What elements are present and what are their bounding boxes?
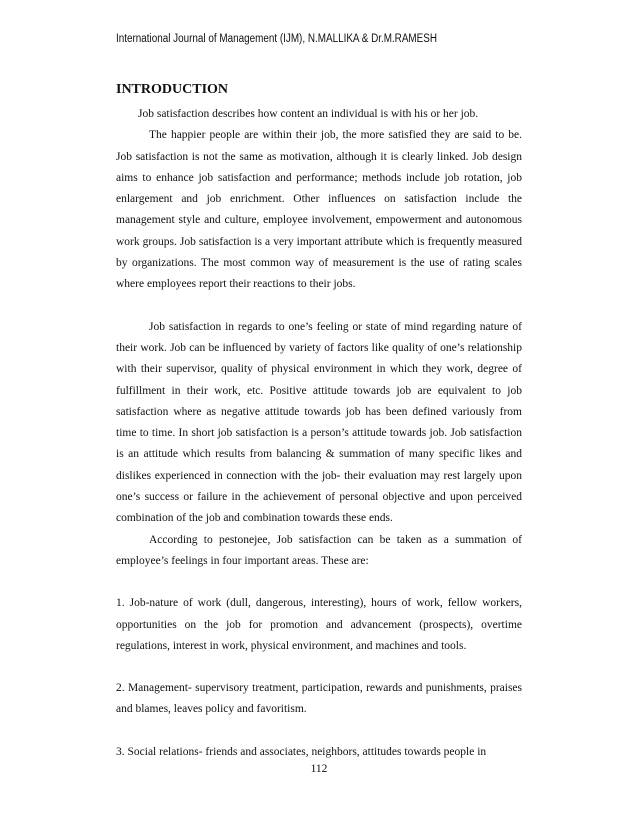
paragraph-gap [116,721,522,742]
paragraph-gap [116,572,522,593]
page-body [116,80,522,763]
list-item-3: 3. Social relations- friends and associates, neighbors, attitudes towards people in [116,745,487,758]
section-heading: INTRODUCTION [116,82,229,97]
paragraph-gap [116,296,522,317]
paragraph-4: According to pestonejee, Job satisfaction can be taken as a summation of employee’s feelings in four important areas. These are: [116,533,522,567]
page-number: 112 [310,763,328,775]
paragraph-gap [116,657,522,678]
list-item-1: 1. Job-nature of work (dull, dangerous, interesting), hours of work, fellow workers, opportunities on the job for promotion and advancement (prospects), overtime regulations, interest in work, physical environment, and machines and tools. [116,597,522,652]
running-header: International Journal of Management (IJM), N.MALLIKA & Dr.M.RAMESH [116,33,438,45]
paragraph-3: Job satisfaction in regards to one’s feeling or state of mind regarding nature of their work. Job can be influenced by variety of factors like quality of one’s relationship with their supervisor, quality of physical environment in which they work, degree of fulfillment in their work, etc. Positive attitude towards job are equivalent to job satisfaction where as negative attitude towards job has been defined variously from time to time. In short job satisfaction is a person’s attitude towards job. Job satisfaction is an attitude which results from balancing & summation of many specific likes and dislikes experienced in connection with the job- their evaluation may rest largely upon one’s success or failure in the achievement of personal objective and upon perceived combination of the job and combination towards these ends. [116,320,522,525]
paragraph-1: Job satisfaction describes how content an individual is with his or her job. [138,108,479,120]
list-item-2: 2. Management- supervisory treatment, participation, rewards and punishments, praises and blames, leaves policy and favoritism. [116,682,522,716]
paragraph-2: The happier people are within their job, the more satisfied they are said to be. Job satisfaction is not the same as motivation, although it is clearly linked. Job design aims to enhance job satisfaction and performance; methods include job rotation, job enlargement and job enrichment. Other influences on satisfaction include the management style and culture, employee involvement, empowerment and autonomous work groups. Job satisfaction is a very important attribute which is frequently measured by organizations. The most common way of measurement is the use of rating scales where employees report their reactions to their jobs. [116,129,522,291]
